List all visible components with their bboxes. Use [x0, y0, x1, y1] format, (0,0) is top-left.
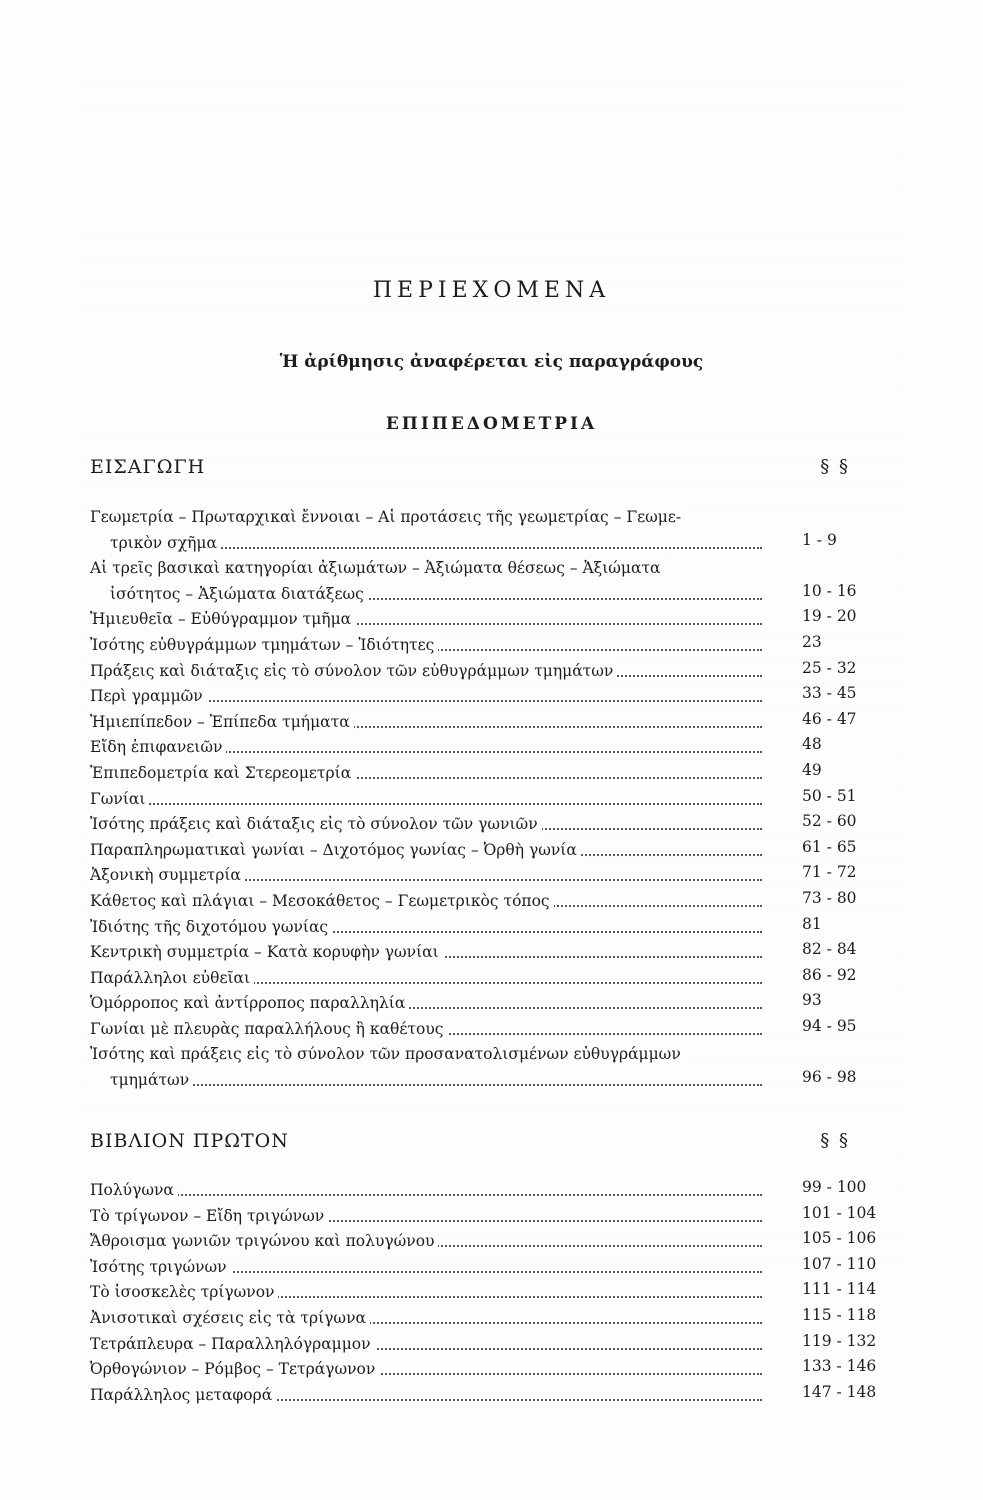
- toc-entry[interactable]: Τετράπλευρα – Παραλληλόγραμμον 119 - 132: [90, 1332, 880, 1358]
- page-range: 52 - 60: [802, 812, 857, 831]
- toc-entry[interactable]: Ἡμιεπίπεδον – Ἐπίπεδα τμήματα 46 - 47: [90, 710, 880, 736]
- toc-entry[interactable]: Ἀνισοτικαὶ σχέσεις εἰς τὰ τρίγωνα 115 - 118: [90, 1306, 880, 1332]
- page-range: 33 - 45: [802, 684, 857, 703]
- page-title: ΠΕΡΙΕΧΟΜΕΝΑ: [372, 278, 611, 303]
- toc-list-book-one: [90, 1178, 880, 1408]
- page-range: 48: [802, 735, 822, 754]
- page-range: 107 - 110: [802, 1254, 877, 1273]
- page-range: 61 - 65: [802, 837, 857, 856]
- toc-entry[interactable]: Γωνίαι μὲ πλευρὰς παραλλήλους ἢ καθέτους 94 - 95: [90, 1017, 880, 1043]
- toc-list-introduction: [90, 505, 880, 1098]
- toc-entry[interactable]: Ἰσότης εὐθυγράμμων τμημάτων – Ἰδιότητες 23: [90, 633, 880, 659]
- page-range: 73 - 80: [802, 888, 857, 907]
- toc-entry[interactable]: Πράξεις καὶ διάταξις εἰς τὸ σύνολον τῶν εὐθυγράμμων τμημάτων 25 - 32: [90, 659, 880, 685]
- page-range: 93: [802, 991, 822, 1010]
- toc-entry[interactable]: Ἰσότης καὶ πράξεις εἰς τὸ σύνολον τῶν προσανατολισμένων εὐθυγράμμων: [90, 1042, 880, 1068]
- paragraph-sign: § §: [820, 1130, 850, 1151]
- page-range: 133 - 146: [802, 1357, 877, 1376]
- toc-entry[interactable]: Πολύγωνα 99 - 100: [90, 1178, 880, 1204]
- section-heading-introduction: [90, 456, 880, 478]
- page-range: 1 - 9: [802, 530, 837, 549]
- page-range: 101 - 104: [802, 1203, 877, 1222]
- page-range: 99 - 100: [802, 1178, 867, 1196]
- toc-entry[interactable]: Ἄθροισμα γωνιῶν τριγώνου καὶ πολυγώνου 105 - 106: [90, 1229, 880, 1255]
- page-range: 46 - 47: [802, 709, 857, 728]
- toc-entry[interactable]: Ἰσότης πράξεις καὶ διάταξις εἰς τὸ σύνολον τῶν γωνιῶν 52 - 60: [90, 812, 880, 838]
- page-range: 111 - 114: [802, 1280, 877, 1299]
- page-range: 25 - 32: [802, 658, 857, 677]
- toc-entry[interactable]: Παράλληλοι εὐθεῖαι 86 - 92: [90, 966, 880, 992]
- page-range: 105 - 106: [802, 1229, 877, 1248]
- toc-entry[interactable]: Γωνίαι 50 - 51: [90, 787, 880, 813]
- toc-entry[interactable]: Τὸ τρίγωνον – Εἴδη τριγώνων 101 - 104: [90, 1204, 880, 1230]
- toc-entry[interactable]: Αἱ τρεῖς βασικαὶ κατηγορίαι ἀξιωμάτων – Ἀξιώματα θέσεως – Ἀξιώματα: [90, 556, 880, 582]
- page-range: 96 - 98: [802, 1068, 857, 1087]
- page-range: 23: [802, 632, 822, 651]
- page-range: 71 - 72: [802, 863, 857, 882]
- leader-dots: [90, 1194, 762, 1196]
- page-range: 81: [802, 914, 822, 933]
- page-range: 86 - 92: [802, 965, 857, 984]
- numbering-note: Ἡ ἀρίθμησις ἀναφέρεται εἰς παραγράφους: [279, 352, 704, 372]
- leader-dots: [90, 803, 762, 805]
- toc-entry[interactable]: Εἴδη ἐπιφανειῶν 48: [90, 735, 880, 761]
- page-range: 119 - 132: [802, 1331, 877, 1350]
- toc-entry[interactable]: Ὁμόρροπος καὶ ἀντίρροπος παραλληλία 93: [90, 991, 880, 1017]
- section-title: ΕΙΣΑΓΩΓΗ: [90, 456, 206, 478]
- toc-entry-continuation[interactable]: τμημάτων 96 - 98: [90, 1068, 880, 1098]
- toc-entry[interactable]: Ἀξονικὴ συμμετρία 71 - 72: [90, 863, 880, 889]
- toc-entry[interactable]: Περὶ γραμμῶν 33 - 45: [90, 684, 880, 710]
- toc-entry[interactable]: Ὀρθογώνιον – Ρόμβος – Τετράγωνον 133 - 146: [90, 1357, 880, 1383]
- toc-entry[interactable]: Ἐπιπεδομετρία καὶ Στερεομετρία 49: [90, 761, 880, 787]
- toc-entry[interactable]: Παραπληρωματικαὶ γωνίαι – Διχοτόμος γωνίας – Ὀρθὴ γωνία 61 - 65: [90, 838, 880, 864]
- page-range: 147 - 148: [802, 1382, 877, 1401]
- toc-entry[interactable]: Κάθετος καὶ πλάγιαι – Μεσοκάθετος – Γεωμετρικὸς τόπος 73 - 80: [90, 889, 880, 915]
- paragraph-sign: § §: [820, 456, 850, 477]
- page-range: 50 - 51: [802, 786, 857, 805]
- toc-entry[interactable]: Κεντρικὴ συμμετρία – Κατὰ κορυφὴν γωνίαι 82 - 84: [90, 940, 880, 966]
- toc-entry-continuation[interactable]: τρικὸν σχῆμα 1 - 9: [90, 531, 880, 557]
- part-title: ΕΠΙΠΕΔΟΜΕΤΡΙΑ: [385, 414, 598, 434]
- toc-entry[interactable]: Γεωμετρία – Πρωταρχικαὶ ἔννοιαι – Αἱ προτάσεις τῆς γεωμετρίας – Γεωμε-: [90, 505, 880, 531]
- section-title: ΒΙΒΛΙΟΝ ΠΡΩΤΟΝ: [90, 1130, 289, 1152]
- toc-entry-continuation[interactable]: ἰσότητος – Ἀξιώματα διατάξεως 10 - 16: [90, 582, 880, 608]
- page-range: 94 - 95: [802, 1016, 857, 1035]
- page-range: 19 - 20: [802, 607, 857, 626]
- page-range: 82 - 84: [802, 940, 857, 959]
- toc-entry[interactable]: Παράλληλος μεταφορά 147 - 148: [90, 1383, 880, 1409]
- toc-entry[interactable]: Ἡμιευθεῖα – Εὐθύγραμμον τμῆμα 19 - 20: [90, 607, 880, 633]
- page-range: 115 - 118: [802, 1305, 877, 1324]
- toc-entry[interactable]: Ἰδιότης τῆς διχοτόμου γωνίας 81: [90, 915, 880, 941]
- page-range: 49: [802, 760, 822, 779]
- toc-entry[interactable]: Τὸ ἰσοσκελὲς τρίγωνον 111 - 114: [90, 1280, 880, 1306]
- page-range: 10 - 16: [802, 581, 857, 600]
- toc-entry[interactable]: Ἰσότης τριγώνων 107 - 110: [90, 1255, 880, 1281]
- section-heading-book-one: [90, 1130, 880, 1152]
